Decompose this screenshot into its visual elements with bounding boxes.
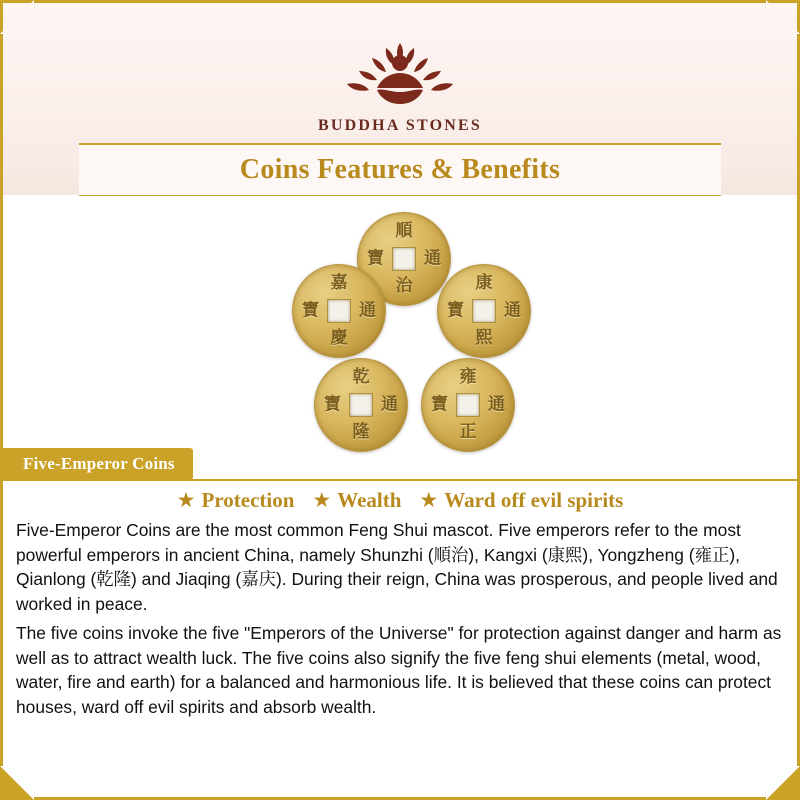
benefit-label: Wealth [337,488,402,512]
product-label-text: Five-Emperor Coins [23,454,175,473]
corner-ornament-bottom-right [766,766,800,800]
description-paragraph-2: The five coins invoke the five "Emperors of the Universe" for protection against danger and harm as well as to attract wealth luck. The five coins also signify the five feng shui elements (metal, wood, water, fire and earth) for a balanced and harmonious life. It is believed that these coins can protect houses, ward off evil spirits and absorb wealth. [16,622,782,717]
coin-glyph-right: 通 [381,394,398,415]
coin-square-hole [349,393,373,417]
corner-ornament-bottom-left [0,766,34,800]
description-block [16,518,784,720]
benefit-wealth [312,488,401,513]
coins-illustration [3,196,797,452]
coin-glyph-right: 通 [504,300,521,321]
coin-glyph-top: 乾 [352,367,370,387]
coin-glyph-right: 通 [488,394,505,415]
coin-glyph-top: 順 [395,221,413,241]
coin-glyph-top: 康 [475,273,493,293]
benefit-label: Protection [201,488,295,512]
label-divider-rule [3,479,797,481]
coin-glyph-left: 寶 [367,248,384,269]
brand-name: BUDDHA STONES [318,117,482,134]
benefit-label: Ward off evil spirits [444,488,624,512]
coin-glyph-top: 雍 [459,367,477,387]
coin-glyph-left: 寶 [302,300,319,321]
coin-glyph-top: 嘉 [330,273,348,293]
description-paragraph-1: Five-Emperor Coins are the most common Feng Shui mascot. Five emperors refer to the most powerful emperors in ancient China, namely Shunzhi (順治), Kangxi (康熙), Yongzheng (雍正), Qianlong (乾隆) and Jiaqing (嘉庆). During their reign, China was prosperous, and people lived and worked in peace. [16,520,778,615]
section-title-bar [79,143,721,197]
star-icon: ★ [419,489,439,512]
benefits-row [0,488,800,513]
coin-glyph-bottom: 正 [459,422,477,442]
coin-qianlong [314,358,408,452]
coin-glyph-bottom: 隆 [352,422,370,442]
coin-kangxi [437,264,531,358]
coin-glyph-left: 寶 [324,394,341,415]
coin-square-hole [456,393,480,417]
coin-glyph-bottom: 治 [395,276,413,296]
coin-glyph-right: 通 [359,300,376,321]
coin-jiaqing [292,264,386,358]
coin-square-hole [472,299,496,323]
product-label-tab [3,448,193,480]
coin-square-hole [392,247,416,271]
coin-glyph-bottom: 熙 [475,328,493,348]
page-title: Coins Features & Benefits [239,154,561,185]
lotus-meditation-icon [325,27,475,113]
coin-glyph-right: 通 [424,248,441,269]
star-icon: ★ [176,489,196,512]
benefit-protection [177,488,295,513]
coin-square-hole [327,299,351,323]
coin-glyph-bottom: 慶 [330,328,348,348]
coin-yongzheng [421,358,515,452]
coin-glyph-left: 寶 [431,394,448,415]
star-icon: ★ [312,489,332,512]
benefit-ward-off-evil-spirits [419,488,623,513]
header-band [3,3,797,195]
coin-glyph-left: 寶 [447,300,464,321]
brand-block [3,27,797,135]
